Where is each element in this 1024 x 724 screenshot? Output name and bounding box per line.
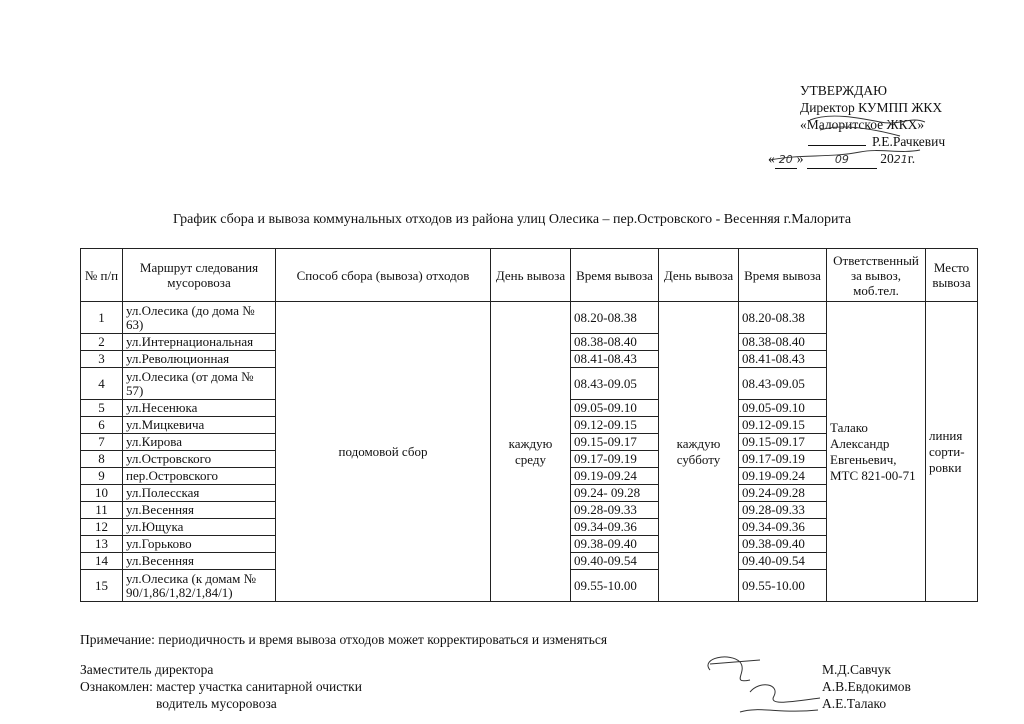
date-year-prefix: 20 — [880, 151, 894, 166]
header-time-2: Время вывоза — [739, 249, 827, 302]
row-route: ул.Мицкевича — [123, 417, 276, 434]
row-route: ул.Интернациональная — [123, 334, 276, 351]
header-day-2: День вывоза — [659, 249, 739, 302]
row-route: ул.Полесская — [123, 485, 276, 502]
row-time-1: 09.17-09.19 — [571, 451, 659, 468]
row-num: 6 — [81, 417, 123, 434]
row-num: 5 — [81, 400, 123, 417]
row-num: 10 — [81, 485, 123, 502]
table-header-row — [81, 249, 978, 302]
collection-day-1: каждую среду — [491, 302, 571, 602]
row-num: 7 — [81, 434, 123, 451]
row-time-1: 09.05-09.10 — [571, 400, 659, 417]
row-time-1: 08.38-08.40 — [571, 334, 659, 351]
disposal-place: линия сорти-ровки — [926, 302, 978, 602]
row-time-1: 08.41-08.43 — [571, 351, 659, 368]
row-route: ул.Горьково — [123, 536, 276, 553]
row-time-2: 09.12-09.15 — [739, 417, 827, 434]
date-suffix: г. — [907, 151, 916, 166]
row-time-1: 09.15-09.17 — [571, 434, 659, 451]
row-route: ул.Олесика (к домам № 90/1,86/1,82/1,84/1) — [123, 570, 276, 602]
row-time-1: 09.12-09.15 — [571, 417, 659, 434]
approval-position: Директор КУМПП ЖКХ — [800, 100, 943, 115]
row-num: 13 — [81, 536, 123, 553]
approval-heading: УТВЕРЖДАЮ — [800, 83, 888, 98]
header-route: Маршрут следования мусоровоза — [123, 249, 276, 302]
row-time-2: 08.20-08.38 — [739, 302, 827, 334]
driver-label: водитель мусоровоза — [156, 696, 277, 711]
row-time-2: 08.38-08.40 — [739, 334, 827, 351]
row-time-2: 09.17-09.19 — [739, 451, 827, 468]
row-time-2: 08.41-08.43 — [739, 351, 827, 368]
acquainted-label: Ознакомлен: мастер участка санитарной очистки — [80, 679, 362, 694]
row-time-2: 09.38-09.40 — [739, 536, 827, 553]
date-year-suffix: 21 — [893, 153, 908, 166]
row-route: ул.Революционная — [123, 351, 276, 368]
row-time-1: 09.40-09.54 — [571, 553, 659, 570]
row-time-1: 09.19-09.24 — [571, 468, 659, 485]
footer-labels — [80, 661, 362, 712]
row-route: ул.Олесика (от дома № 57) — [123, 368, 276, 400]
row-time-2: 09.19-09.24 — [739, 468, 827, 485]
row-time-2: 09.15-09.17 — [739, 434, 827, 451]
responsible-person: Талако Александр Евгеньевич, МТС 821-00-71 — [827, 302, 926, 602]
row-num: 4 — [81, 368, 123, 400]
row-route: ул.Олесика (до дома № 63) — [123, 302, 276, 334]
row-time-1: 09.55-10.00 — [571, 570, 659, 602]
header-time-1: Время вывоза — [571, 249, 659, 302]
row-route: ул.Кирова — [123, 434, 276, 451]
table-row — [81, 302, 978, 334]
row-time-1: 09.24- 09.28 — [571, 485, 659, 502]
row-route: пер.Островского — [123, 468, 276, 485]
header-num: № п/п — [81, 249, 123, 302]
row-time-2: 09.24-09.28 — [739, 485, 827, 502]
row-num: 12 — [81, 519, 123, 536]
header-day-1: День вывоза — [491, 249, 571, 302]
note-text: Примечание: периодичность и время вывоза отходов может корректироваться и изменяться — [80, 632, 608, 647]
row-num: 15 — [81, 570, 123, 602]
row-route: ул.Весенняя — [123, 553, 276, 570]
row-route: ул.Несенюка — [123, 400, 276, 417]
row-route: ул.Островского — [123, 451, 276, 468]
approval-signer: Р.Е.Рачкевич — [872, 134, 946, 149]
row-time-1: 09.28-09.33 — [571, 502, 659, 519]
director-signature-icon — [760, 108, 980, 168]
row-num: 11 — [81, 502, 123, 519]
approval-organization: «Малоритское ЖКХ» — [800, 117, 925, 132]
footer-names — [822, 661, 911, 712]
row-num: 8 — [81, 451, 123, 468]
document-title: График сбора и вывоза коммунальных отходов из района улиц Олесика – пер.Островского - Весенняя г.Малорита — [172, 212, 852, 227]
row-num: 9 — [81, 468, 123, 485]
row-route: ул.Ющука — [123, 519, 276, 536]
row-num: 14 — [81, 553, 123, 570]
collection-day-2: каждую субботу — [659, 302, 739, 602]
date-quote-open: « — [768, 151, 775, 166]
footer-signatures-icon — [690, 650, 830, 724]
row-num: 2 — [81, 334, 123, 351]
row-time-1: 08.43-09.05 — [571, 368, 659, 400]
header-method: Способ сбора (вывоза) отходов — [276, 249, 491, 302]
collection-method: подомовой сбор — [276, 302, 491, 602]
row-time-1: 08.20-08.38 — [571, 302, 659, 334]
header-responsible: Ответственный за вывоз, моб.тел. — [827, 249, 926, 302]
row-num: 3 — [81, 351, 123, 368]
row-time-1: 09.38-09.40 — [571, 536, 659, 553]
row-time-2: 09.05-09.10 — [739, 400, 827, 417]
master-name: А.В.Евдокимов — [822, 679, 911, 694]
date-month: 09 — [807, 151, 877, 169]
driver-name: А.Е.Талако — [822, 696, 887, 711]
row-time-1: 09.34-09.36 — [571, 519, 659, 536]
row-time-2: 09.34-09.36 — [739, 519, 827, 536]
header-place: Место вывоза — [926, 249, 978, 302]
row-time-2: 08.43-09.05 — [739, 368, 827, 400]
deputy-label: Заместитель директора — [80, 662, 214, 677]
schedule-table — [80, 248, 978, 602]
row-route: ул.Весенняя — [123, 502, 276, 519]
row-num: 1 — [81, 302, 123, 334]
row-time-2: 09.40-09.54 — [739, 553, 827, 570]
row-time-2: 09.28-09.33 — [739, 502, 827, 519]
date-day: 20 — [775, 151, 797, 169]
deputy-name: М.Д.Савчук — [822, 662, 891, 677]
date-quote-close: » — [796, 151, 804, 166]
row-time-2: 09.55-10.00 — [739, 570, 827, 602]
